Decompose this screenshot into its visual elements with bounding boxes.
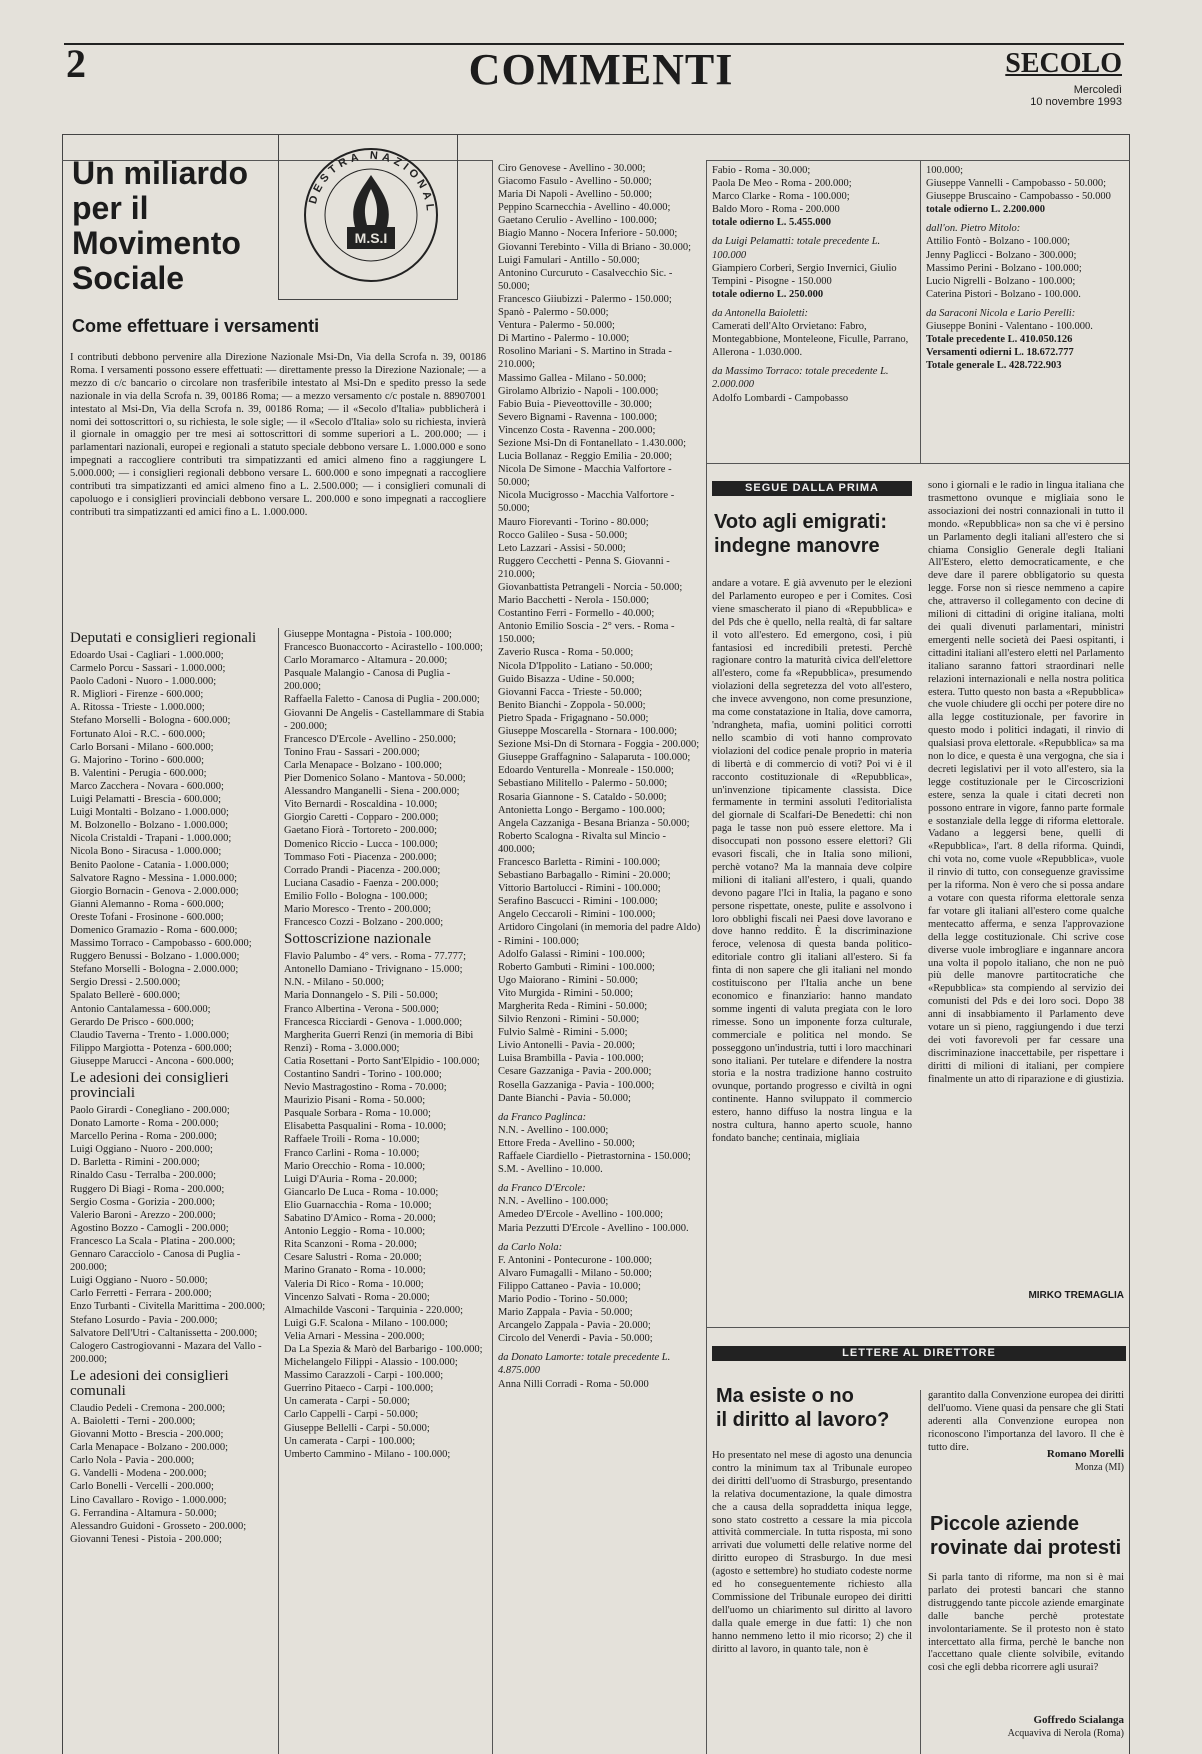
segue-band: SEGUE DALLA PRIMA — [712, 481, 912, 496]
list-item: Leto Lazzari - Assisi - 50.000; — [498, 542, 626, 554]
list-item: Domenico Riccio - Lucca - 100.000; — [284, 838, 438, 850]
list-item: Adolfo Lombardi - Campobasso — [712, 392, 849, 404]
list-item: Almachilde Vasconi - Tarquinia - 220.000; — [284, 1304, 464, 1316]
list-item: Vincenzo Costa - Ravenna - 200.000; — [498, 424, 656, 436]
list-item: D. Barletta - Rimini - 200.000; — [70, 1157, 200, 1169]
list-item: A. Baioletti - Terni - 200.000; — [70, 1415, 196, 1427]
list-item: Roberto Scalogna - Rivalta sul Mincio - 400.000; — [498, 830, 666, 855]
list-item: Girolamo Albrizio - Napoli - 100.000; — [498, 385, 659, 397]
list-item: Calogero Castrogiovanni - Mazara del Vallo - 200.000; — [70, 1340, 262, 1365]
list-total: totale odierno L. 2.200.000 — [926, 204, 1045, 216]
list-item: Agostino Bozzo - Camogli - 200.000; — [70, 1222, 229, 1234]
list-item: Giovanni Tenesi - Pistoia - 200.000; — [70, 1533, 222, 1545]
letter1-headline — [716, 1384, 916, 1432]
list-item: Paolo Girardi - Conegliano - 200.000; — [70, 1105, 230, 1116]
list-item: Velia Arnari - Messina - 200.000; — [284, 1330, 425, 1342]
letters-band: LETTERE AL DIRETTORE — [712, 1346, 1126, 1361]
list-item: Giovanbattista Petrangeli - Norcia - 50.000; — [498, 582, 683, 593]
list-item: Vito Murgida - Rimini - 50.000; — [498, 987, 634, 999]
list-item: Nicola De Simone - Macchia Valfortore - 50.000; — [498, 464, 672, 489]
headline-line: Un miliardo — [72, 155, 249, 191]
list-heading: Deputati e consiglieri regionali — [70, 630, 257, 646]
list-item: Paolo Cadoni - Nuoro - 1.000.000; — [70, 676, 217, 688]
list-item: N.N. - Avellino - 100.000; — [498, 1124, 609, 1136]
list-item: Di Martino - Palermo - 10.000; — [498, 333, 630, 345]
list-item: 100.000; — [926, 165, 964, 176]
list-item: Giovanni Facca - Trieste - 50.000; — [498, 686, 643, 698]
list-item: Luigi Montalti - Bolzano - 1.000.000; — [70, 807, 229, 819]
list-item: Peppino Scarnecchia - Avellino - 40.000; — [498, 202, 671, 214]
list-item: Vittorio Bartolucci - Rimini - 100.000; — [498, 883, 661, 895]
list-item: Cesare Gazzaniga - Pavia - 200.000; — [498, 1066, 652, 1078]
list-item: Severo Bignami - Ravenna - 100.000; — [498, 411, 658, 423]
list-item: dall'on. Pietro Mitolo: — [926, 223, 1021, 235]
list-item: Zaverio Rusca - Roma - 50.000; — [498, 647, 634, 659]
list-item: Ventura - Palermo - 50.000; — [498, 320, 615, 332]
list-item: Francesco La Scala - Platina - 200.000; — [70, 1235, 236, 1247]
list-item: Sebastiano Militello - Palermo - 50.000; — [498, 778, 668, 790]
list-item: Rosella Gazzaniga - Pavia - 100.000; — [498, 1079, 655, 1091]
list-item: Lucia Bollanaz - Reggio Emilia - 20.000; — [498, 451, 673, 463]
list-item: Carmelo Porcu - Sassari - 1.000.000; — [70, 663, 226, 675]
column-rule — [920, 1390, 921, 1754]
list-item: da Antonella Baioletti: — [712, 307, 809, 319]
list-item: Fortunato Aloi - R.C. - 600.000; — [70, 728, 206, 740]
list-item: M. Bolzonello - Bolzano - 1.000.000; — [70, 820, 229, 832]
list-item: Elisabetta Pasqualini - Roma - 10.000; — [284, 1121, 447, 1133]
list-item: Rinaldo Casu - Terralba - 200.000; — [70, 1170, 217, 1182]
emblem-label: M.S.I — [354, 230, 388, 246]
list-item: Antonio Leggio - Roma - 10.000; — [284, 1226, 426, 1238]
list-item: G. Majorino - Torino - 600.000; — [70, 754, 205, 766]
list-item: Caterina Pistori - Bolzano - 100.000. — [926, 288, 1081, 300]
main-headline — [72, 156, 272, 296]
list-item: Giuseppe Montagna - Pistoia - 100.000; — [284, 629, 452, 640]
list-item: da Massimo Torraco: totale precedente L. 2.000.000 — [712, 366, 889, 391]
list-item: Michelangelo Filippi - Alassio - 100.000; — [284, 1357, 458, 1369]
list-item: Marco Clarke - Roma - 100.000; — [712, 191, 850, 203]
list-item: Giovanni Terebinto - Villa di Briano - 30.000; — [498, 241, 692, 253]
headline-line: Ma esiste o no — [716, 1385, 854, 1407]
list-item: Maurizio Pisani - Roma - 50.000; — [284, 1095, 426, 1107]
headline-line: indegne manovre — [714, 535, 880, 557]
letter1-body: Ho presentato nel mese di agosto una denuncia contro la minimum tax al Tribunale europeo dei diritti dell'uomo di Strasburgo, presentando la relativa documentazione, la quale dimostra che a causa della sopraddetta iniqua legge, sono stato costretto a cessare la mia piccola attività commerciale. In tutta risposta, mi sono arrivati due volumetti delle relative norme del diritto europeo di Strasburgo. In due mesi (agosto e settembre) ho studiato codeste norme ed ho conseguentemente richiesto alla Commissione del Tribunale europeo dei diritti dell'uomo un chiarimento sul diritto al lavoro dalla quale emerge in due fatti: 1) che non hanno nemmeno letto il mio ricorso; 2) che il diritto al lavoro, in quanto tale, non è — [712, 1450, 912, 1655]
list-item: Francesca Ricciardi - Genova - 1.000.000; — [284, 1016, 463, 1028]
list-item: Salvatore Dell'Utri - Caltanissetta - 200.000; — [70, 1327, 258, 1339]
list-total: totale odierno L. 250.000 — [712, 288, 824, 300]
list-item: Angela Cazzaniga - Besana Brianza - 50.000; — [498, 817, 690, 829]
list-item: Gerardo De Prisco - 600.000; — [70, 1016, 194, 1028]
list-item: Umberto Cammino - Milano - 100.000; — [284, 1448, 451, 1460]
list-item: Filippo Cattaneo - Pavia - 10.000; — [498, 1280, 641, 1292]
list-item: Alessandro Guidoni - Grosseto - 200.000; — [70, 1520, 247, 1532]
box-rule — [706, 1327, 1130, 1328]
list-item: B. Valentini - Perugia - 600.000; — [70, 767, 207, 779]
list-item: R. Migliori - Firenze - 600.000; — [70, 689, 204, 701]
list-item: Roberto Gambuti - Rimini - 100.000; — [498, 961, 655, 973]
list-item: Giorgio Caretti - Copparo - 200.000; — [284, 812, 439, 824]
list-item: Luigi Oggiano - Nuoro - 50.000; — [70, 1275, 208, 1287]
issue-day: Mercoledì — [1073, 84, 1122, 96]
list-item: Edoardo Venturella - Monreale - 150.000; — [498, 765, 674, 777]
list-item: Carlo Moramarco - Altamura - 20.000; — [284, 655, 448, 667]
segue-text-a: andare a votare. È già avvenuto per le elezioni del Parlamento europeo e per i Comites. Così viene smascherato il piano di «Repubblica» e del Pds che è quello, nella realtà, di far saltare il voto all'estero. Ed emergono, così, i più fantasiosi ed incredibili pretesti. Perchè ragionare contro la maturità civica dell'elettore all'estero, come fa «Repubblica», presumendo violazioni della segretezza del voto all'estero, che invece avvengono, non come presunzione, ma come constatazione in Italia, dove camorra, 'ndrangheta, mafia, uomini politici corrotti nello scambio di voti hanno comprovato violazioni del codice penale proprio in materia di libertà e di commercio di voti? Poi vi è il racconto costituzionale di «Repubblica», un'invenzione tipicamente classista. Dice fermamente in termini assoluti l'editorialista del giornale di Scalfari-De Benedetti: chi non paga le tasse non può essere elettore. Ma i disoccupati non possono essere elettori? Gli evasori fiscali, che in Italia sono milioni, perchè votano? Ma la mannaia deve colpire milioni di italiani all'estero, i quali, quando devono pagare l'Ici in Italia, la pagano e sono persone rispettate, oneste, pulite e assolvono i loro obblighi fiscali nei Paesi dove lavorano e dove hanno reddito. È la discriminazione feroce, velenosa di questa banda politico-editoriale contro gli italiani all'estero. Si fa finta di non sapere che gli italiani nel mondo costituiscono per l'Italia anche un bene economico e finanziario: hanno mandato somme ingenti di valuta pregiata con le loro rimesse. Sono un imponente forza culturale, commerciale e politica nel mondo. Se posseggono un'industria, tutti i loro macchinari sono italiani. Per tutelare e difendere la nostra storia e la nostra tradizione hanno costruito ovunque, portando progresso e civiltà in ogni continente. Hanno sviluppato il commercio estero, hanno diffuso la nostra lingua e la nostra cultura, hanno aperto scuole, hanno fondato banche; centinaia, migliaia — [712, 578, 912, 1144]
list-item: da Donato Lamorte: totale precedente L. 4.875.000 — [498, 1352, 671, 1377]
list-item: Livio Antonelli - Pavia - 20.000; — [498, 1040, 636, 1052]
list-item: Giancarlo De Luca - Roma - 10.000; — [284, 1186, 439, 1198]
list-item: Paola De Meo - Roma - 200.000; — [712, 178, 852, 190]
list-item: Tommaso Foti - Piacenza - 200.000; — [284, 851, 437, 863]
column-rule — [706, 160, 707, 1754]
list-item: Antonietta Longo - Bergamo - 100.000; — [498, 804, 666, 816]
list-item: Maria Pezzutti D'Ercole - Avellino - 100.000. — [498, 1222, 689, 1234]
headline-line: Voto agli emigrati: — [714, 511, 887, 533]
list-item: Antonello Damiano - Trivignano - 15.000; — [284, 964, 463, 976]
list-item: Nicola Bono - Siracusa - 1.000.000; — [70, 846, 222, 858]
list-total: totale odierno L. 5.455.000 — [712, 217, 831, 229]
letter2-body: Si parla tanto di riforme, ma non si è mai parlato dei protesti bancari che stanno distruggendo tante piccole aziende emarginate dalle banche perchè protestate involontariamente. Se il protesto non è stato intercettato alla firma, perchè le banche non l'accettano quale cliente solvibile, evitando così che egli debba ricorrere agli usurai? — [928, 1572, 1124, 1674]
list-item: Rosaria Giannone - S. Cataldo - 50.000; — [498, 791, 667, 803]
list-item: Raffaele Troili - Roma - 10.000; — [284, 1134, 420, 1146]
list-item: Artidoro Cingolani (in memoria del padre Aldo) - Rimini - 100.000; — [498, 922, 701, 947]
list-item: Corrado Prandi - Piacenza - 200.000; — [284, 864, 441, 876]
list-item: Edoardo Usai - Cagliari - 1.000.000; — [70, 650, 224, 661]
intro-text: I contributi debbono pervenire alla Direzione Nazionale Msi-Dn, Via della Scrofa n. 39, 00186 Roma. I versamenti possono essere effettuati: — direttamente presso la Direzione Nazionale; — a mezzo di c/c bancario o circolare non trasferibile intestato al Msi-Dn e spedito presso la sede nazionale in via della Scrofa n. 39, 00186 Roma; — a mezzo versamento c/c postale n. 88907001 intestato al Msi-Dn, Via della Scrofa n. 39, 00186 Roma; — il «Secolo d'Italia» pubblicherà i nomi dei sottoscrittori o, su richiesta, le sole sigle; — il «Secolo d'Italia» solo su richiesta, invierà il giornale in omaggio per tre mesi ai sottoscrittori di somme superiori a L. 200.000; — i parlamentari nazionali, europei e regionali a statuto speciale debbono versare L. 1.000.000 e sono impegnati a raccogliere contributi tra simpatizzanti ed amici almeno fino a raggiungere L 5.000.000; — i consiglieri regionali debbono versare L. 600.000 e sono impegnati a raccogliere contributi tra simpatizzanti ed amici almeno fino a L. 2.500.000; — i consiglieri comunali di capoluogo e i consiglieri provinciali debbono versare L. 200.000 e sono impegnati a raccogliere contributi tra simpatizzanti ed amici fino a L. 1.000.000. — [70, 352, 486, 518]
segue-text-b: sono i giornali e le radio in lingua italiana che trasmettono ovunque e migliaia sono le associazioni dei nostri connazionali in tutto il mondo. «Repubblica» non sa che vi è persino un Parlamento degli italiani all'estero che si chiama Consiglio Generale degli Italiani All'Estero, eletto democraticamente, e che deve dare il parere obbligatorio su questa legge. Forse non si riesce nemmeno a capire che, attraverso il collegamento con decine di milioni di cittadini di origine italiana, molti dei quali divenuti parlamentari, ministri emergenti nelle società dei Paesi ospitanti, i cittadini italiani all'estero eletti nel Parlamento italiano saranno fattori straordinari nelle relazioni internazionali e nella nostra politica estera. Tutto questo non basta a «Repubblica» che vuole chiudere gli occhi per potere dire no alla legge costituzionale, per favorire in questo modo i politici indagati, il rinvio di qualsiasi prova elettorale. «Repubblica» sa ma non lo dice, e questa è una vergogna, che sia i decreti legislativi per il voto all'estero, sia la legge costituzionale per le Circoscrizioni estere, senza la quale i citati decreti non possono entrare in vigore, fanno parte formale e sostanziale della legge di riforma elettorale. Vadano a leggersi bene, quelli di «Repubblica», l'art. 8 della riforma. Quindi, chi vota no, come vuole «Repubblica», vuole il rinvio di tutto, con conseguenze gravissime per la riforma. Non è vero che si possa andare a votare con questa riforma elettorale senza far votare gli italiani all'estero come qualche mentecatto afferma, e senza l'approvazione della legge costituzionale. Chi scrive cose diverse vuole imbrogliare e ingannare ancora una volta il popolo italiano, che non ne può più delle manovre partitocratiche che «Repubblica» sta compiendo al servizio dei comunisti del Pds e dei loro soci. Dopo 38 anni di insabbiamento il Parlamento deve votare un sì pieno, raggiungendo i due terzi dei voti favorevoli per far cessare una discriminazione inaccettabile, per rispettare i diritti di milioni di italiani, per compiere finalmente un atto di riparazione e di giustizia. — [928, 480, 1124, 1085]
list-item: Rosolino Mariani - S. Martino in Strada - 210.000; — [498, 346, 672, 371]
list-item: Adolfo Galassi - Rimini - 100.000; — [498, 948, 645, 960]
list-item: Amedeo D'Ercole - Avellino - 100.000; — [498, 1209, 663, 1221]
list-item: Luigi Pelamatti - Brescia - 600.000; — [70, 794, 222, 806]
list-item: Giovanni De Angelis - Castellammare di Stabia - 200.000; — [284, 707, 485, 732]
list-item: G. Ferrandina - Altamura - 50.000; — [70, 1507, 217, 1519]
list-item: Franco Carlini - Roma - 10.000; — [284, 1147, 420, 1159]
list-item: Maria Di Napoli - Avellino - 50.000; — [498, 189, 653, 201]
list-item: Luigi D'Auria - Roma - 20.000; — [284, 1173, 418, 1185]
list-item: Francesco D'Ercole - Avellino - 250.000; — [284, 733, 456, 745]
emblem-text: DESTRA NAZIONAL — [307, 149, 437, 216]
list-total: Versamenti odierni L. 18.672.777 — [926, 347, 1074, 359]
list-item: Ciro Genovese - Avellino - 30.000; — [498, 163, 646, 174]
page-number: 2 — [66, 41, 86, 86]
list-item: Emilio Follo - Bologna - 100.000; — [284, 890, 428, 902]
list-item: Fabio Buia - Pieveottoville - 30.000; — [498, 398, 652, 410]
list-item: Valeria Di Rico - Roma - 10.000; — [284, 1278, 424, 1290]
list-item: Giuseppe Bruscaino - Campobasso - 50.000 — [926, 191, 1111, 203]
contributors-column-5 — [926, 164, 1126, 460]
list-item: A. Ritossa - Trieste - 1.000.000; — [70, 702, 205, 714]
list-item: Nicola Cristaldi - Trapani - 1.000.000; — [70, 833, 232, 845]
segue-headline — [714, 510, 914, 558]
list-item: Costantino Ferri - Formello - 40.000; — [498, 608, 655, 620]
list-item: Marino Granato - Roma - 10.000; — [284, 1265, 426, 1277]
list-item: Massimo Torraco - Campobasso - 600.000; — [70, 938, 252, 950]
list-item: S.M. - Avellino - 10.000. — [498, 1164, 603, 1176]
list-item: Nicola Mucigrosso - Macchia Valfortore - 50.000; — [498, 490, 675, 515]
list-item: Un camerata - Carpi - 50.000; — [284, 1396, 410, 1408]
list-item: F. Antonini - Pontecurone - 100.000; — [498, 1254, 653, 1266]
list-item: Giuseppe Marucci - Ancona - 600.000; — [70, 1055, 234, 1067]
list-item: Lino Cavallaro - Rovigo - 1.000.000; — [70, 1494, 227, 1506]
list-total: Totale precedente L. 410.050.126 — [926, 334, 1073, 346]
list-item: da Luigi Pelamatti: totale precedente L. 100.000 — [712, 236, 881, 261]
list-item: Anna Nilli Corradi - Roma - 50.000 — [498, 1378, 649, 1390]
list-item: Fulvio Salmè - Rimini - 5.000; — [498, 1027, 628, 1039]
list-item: Marcello Perina - Roma - 200.000; — [70, 1131, 217, 1143]
list-item: Massimo Perini - Bolzano - 100.000; — [926, 262, 1082, 274]
list-item: Angelo Ceccaroli - Rimini - 100.000; — [498, 909, 656, 921]
list-item: Mario Orecchio - Roma - 10.000; — [284, 1160, 426, 1172]
list-item: Carla Menapace - Bolzano - 100.000; — [284, 759, 443, 771]
list-item: Luigi Oggiano - Nuoro - 200.000; — [70, 1144, 213, 1156]
list-heading: Le adesioni dei consiglieri comunali — [70, 1367, 229, 1399]
list-item: Alvaro Fumagalli - Milano - 50.000; — [498, 1267, 652, 1279]
list-item: Giuseppe Moscarella - Stornara - 100.000; — [498, 726, 678, 738]
contributors-column-4 — [712, 164, 916, 460]
contributors-column-3 — [498, 162, 702, 1754]
list-item: Marco Zacchera - Novara - 600.000; — [70, 780, 224, 792]
list-item: Antonio Cantalamessa - 600.000; — [70, 1003, 211, 1015]
column-rule — [278, 628, 279, 1754]
list-item: Luisa Brambilla - Pavia - 100.000; — [498, 1053, 644, 1065]
list-item: Raffaele Ciardiello - Pietrastornina - 150.000; — [498, 1151, 691, 1163]
list-item: Pier Domenico Solano - Mantova - 50.000; — [284, 773, 466, 785]
list-item: Vincenzo Salvati - Roma - 20.000; — [284, 1291, 430, 1303]
list-item: Pasquale Sorbara - Roma - 10.000; — [284, 1108, 431, 1120]
list-heading: Le adesioni dei consiglieri provinciali — [70, 1070, 229, 1101]
list-item: Carlo Borsani - Milano - 600.000; — [70, 741, 214, 753]
list-item: Alessandro Manganelli - Siena - 200.000; — [284, 786, 460, 798]
list-item: Donato Lamorte - Roma - 200.000; — [70, 1118, 219, 1130]
issue-date — [1030, 84, 1122, 108]
list-item: Giuseppe Vannelli - Campobasso - 50.000; — [926, 178, 1107, 190]
list-item: Spanò - Palermo - 50.000; — [498, 307, 609, 319]
list-item: Ruggero Benussi - Bolzano - 1.000.000; — [70, 951, 240, 963]
list-item: Maria Donnangelo - S. Pili - 50.000; — [284, 990, 438, 1002]
list-item: Serafino Bascucci - Rimini - 100.000; — [498, 896, 658, 908]
list-item: Rocco Galileo - Susa - 50.000; — [498, 529, 628, 541]
column-rule — [920, 160, 921, 463]
list-item: Cesare Salustri - Roma - 20.000; — [284, 1252, 422, 1264]
list-item: Luciana Casadio - Faenza - 200.000; — [284, 877, 439, 889]
list-item: Antonio Emilio Soscia - 2° vers. - Roma - 150.000; — [498, 621, 675, 646]
list-item: Claudio Pedeli - Cremona - 200.000; — [70, 1402, 226, 1414]
contributors-column-2 — [284, 628, 488, 1754]
list-item: Massimo Carazzoli - Carpi - 100.000; — [284, 1370, 444, 1382]
list-item: Sezione Msi-Dn di Fontanellato - 1.430.000; — [498, 437, 687, 449]
headline-line: per il — [72, 190, 149, 226]
list-item: Nicola D'Ippolito - Latiano - 50.000; — [498, 660, 653, 672]
list-item: Sebastiano Barbagallo - Rimini - 20.000; — [498, 870, 671, 882]
flame-emblem-icon — [279, 135, 459, 301]
list-item: Mario Moresco - Trento - 200.000; — [284, 903, 431, 915]
list-item: Giacomo Fasulo - Avellino - 50.000; — [498, 176, 652, 188]
list-item: Benito Paolone - Catania - 1.000.000; — [70, 859, 229, 871]
list-item: Ruggero Di Biagi - Roma - 200.000; — [70, 1183, 225, 1195]
list-item: da Franco D'Ercole: — [498, 1183, 586, 1195]
list-item: Un camerata - Carpi - 100.000; — [284, 1435, 416, 1447]
list-item: G. Vandelli - Modena - 200.000; — [70, 1468, 207, 1480]
list-item: Silvio Renzoni - Rimini - 50.000; — [498, 1014, 640, 1026]
list-item: Carlo Cappelli - Carpi - 50.000; — [284, 1409, 419, 1421]
list-total: Totale generale L. 428.722.903 — [926, 360, 1062, 372]
list-item: Gaetano Cerulio - Avellino - 100.000; — [498, 215, 658, 227]
list-item: Giuseppe Bonini - Valentano - 100.000. — [926, 321, 1093, 333]
list-item: Sergio Cosma - Gorizia - 200.000; — [70, 1196, 216, 1208]
list-item: Sezione Msi-Dn di Stornara - Foggia - 200.000; — [498, 739, 700, 751]
list-item: Ruggero Cecchetti - Penna S. Giovanni - 210.000; — [498, 555, 670, 580]
list-item: Tonino Frau - Sassari - 200.000; — [284, 746, 420, 758]
list-item: Salvatore Ragno - Messina - 1.000.000; — [70, 872, 238, 884]
list-item: Flavio Palumbo - 4° vers. - Roma - 77.777; — [284, 951, 467, 963]
list-item: Carla Menapace - Bolzano - 200.000; — [70, 1442, 229, 1454]
list-item: Camerati dell'Alto Orvietano: Fabro, Montegabbione, Monteleone, Ficulle, Parrano, Allerona - 1.030.000. — [712, 321, 909, 359]
list-item: Valerio Baroni - Arezzo - 200.000; — [70, 1209, 216, 1221]
list-item: Margherita Guerri Renzi (in memoria di Bibi Renzi) - Roma - 3.000.000; — [284, 1029, 474, 1054]
list-item: Stefano Morselli - Bologna - 600.000; — [70, 715, 231, 727]
list-item: Francesco Barletta - Rimini - 100.000; — [498, 856, 661, 868]
list-item: da Carlo Nola: — [498, 1241, 563, 1253]
list-item: Ettore Freda - Avellino - 50.000; — [498, 1137, 635, 1149]
list-item: N.N. - Milano - 50.000; — [284, 977, 385, 989]
list-item: Franco Albertina - Verona - 500.000; — [284, 1003, 439, 1015]
list-item: Biagio Manno - Nocera Inferiore - 50.000; — [498, 228, 678, 240]
list-item: Francesco Giiubizzi - Palermo - 150.000; — [498, 293, 672, 305]
letter1-place: Monza (MI) — [1074, 1462, 1124, 1473]
box-rule — [706, 463, 1130, 464]
list-item: Giovanni Motto - Brescia - 200.000; — [70, 1429, 224, 1441]
list-item: Domenico Gramazio - Roma - 600.000; — [70, 924, 238, 936]
list-item: Giampiero Corberi, Sergio Invernici, Giulio Tempini - Pisogne - 150.000 — [712, 262, 897, 287]
masthead-logo: SECOLO — [1005, 48, 1122, 79]
list-item: Luigi G.F. Scalona - Milano - 100.000; — [284, 1317, 448, 1329]
list-item: da Saraconi Nicola e Lario Perelli: — [926, 307, 1076, 319]
list-item: Circolo del Venerdì - Pavia - 50.000; — [498, 1333, 653, 1345]
list-item: Carlo Bonelli - Vercelli - 200.000; — [70, 1481, 214, 1493]
list-item: Vito Bernardi - Roscaldina - 10.000; — [284, 799, 438, 811]
list-item: Arcangelo Zappala - Pavia - 20.000; — [498, 1320, 651, 1332]
list-item: Spalato Bellerè - 600.000; — [70, 990, 181, 1002]
list-item: Baldo Moro - Roma - 200.000 — [712, 204, 840, 216]
box-rule — [706, 160, 1130, 161]
headline-line: il diritto al lavoro? — [716, 1409, 890, 1431]
headline-line: Sociale — [72, 260, 185, 296]
list-item: Lucio Nigrelli - Bolzano - 100.000; — [926, 275, 1076, 287]
list-item: Mario Zappala - Pavia - 50.000; — [498, 1307, 633, 1319]
list-item: Attilio Fontò - Bolzano - 100.000; — [926, 236, 1071, 248]
list-item: Fabio - Roma - 30.000; — [712, 165, 811, 176]
list-item: Enzo Turbanti - Civitella Marittima - 200.000; — [70, 1301, 266, 1313]
list-item: Margherita Reda - Rimini - 50.000; — [498, 1001, 648, 1012]
segue-signature: MIRKO TREMAGLIA — [1028, 1290, 1124, 1301]
list-item: Costantino Sandri - Torino - 100.000; — [284, 1069, 442, 1080]
list-item: Claudio Taverna - Trento - 1.000.000; — [70, 1029, 230, 1041]
column-rule — [492, 160, 493, 1754]
letter2-headline — [930, 1512, 1126, 1560]
list-item: Gianni Alemanno - Roma - 600.000; — [70, 898, 224, 910]
letter1-author: Romano Morelli — [1046, 1448, 1124, 1460]
list-item: Gennaro Caracciolo - Canosa di Puglia - 200.000; — [70, 1249, 241, 1274]
list-item: Guido Bisazza - Udine - 50.000; — [498, 673, 635, 685]
list-item: Mario Bacchetti - Nerola - 150.000; — [498, 595, 650, 607]
list-item: Rita Scanzoni - Roma - 20.000; — [284, 1239, 417, 1251]
list-item: Pietro Spada - Frigagnano - 50.000; — [498, 712, 649, 724]
list-heading: Sottoscrizione nazionale — [284, 931, 432, 948]
section-title: COMMENTI — [468, 45, 734, 94]
list-item: Pasquale Malangio - Canosa di Puglia - 200.000; — [284, 668, 451, 693]
list-item: Giorgio Bornacin - Genova - 2.000.000; — [70, 885, 239, 897]
list-item: Elio Guarnacchia - Roma - 10.000; — [284, 1199, 432, 1211]
subheading: Come effettuare i versamenti — [72, 316, 320, 336]
list-item: da Franco Paglinca: — [498, 1111, 587, 1123]
list-item: Dante Bianchi - Pavia - 50.000; — [498, 1092, 631, 1104]
list-item: Sabatino D'Amico - Roma - 20.000; — [284, 1213, 436, 1225]
list-item: Mauro Fiorevanti - Torino - 80.000; — [498, 516, 649, 528]
list-item: Gaetano Fiorà - Tortoreto - 200.000; — [284, 825, 438, 837]
headline-line: Movimento — [72, 225, 241, 261]
list-item: Benito Bianchi - Zoppola - 50.000; — [498, 699, 646, 711]
msi-emblem-box — [278, 134, 458, 300]
list-item: Filippo Margiotta - Potenza - 600.000; — [70, 1042, 232, 1054]
letter1-cont: garantito dalla Convenzione europea dei diritti dell'uomo. Viene quasi da pensare che gli Stati aderenti alla Convenzione europea non riconoscono l'importanza del lavoro. Il che è tutto dire. — [928, 1390, 1124, 1453]
list-item: Nevio Mastragostino - Roma - 70.000; — [284, 1082, 447, 1094]
headline-line: Piccole aziende — [930, 1513, 1079, 1535]
list-item: Carlo Ferretti - Ferrara - 200.000; — [70, 1288, 212, 1300]
list-item: Jenny Paglicci - Bolzano - 300.000; — [926, 249, 1077, 261]
list-item: Massimo Gallea - Milano - 50.000; — [498, 372, 647, 384]
list-item: Da La Spezia & Marò del Barbarigo - 100.000; — [284, 1343, 483, 1355]
list-item: Francesco Buonaccorto - Acirastello - 100.000; — [284, 642, 483, 654]
list-item: Stefano Losurdo - Pavia - 200.000; — [70, 1314, 218, 1326]
list-item: Francesco Cozzi - Bolzano - 200.000; — [284, 917, 444, 929]
list-item: Oreste Tofani - Frosinone - 600.000; — [70, 911, 224, 923]
issue-date-text: 10 novembre 1993 — [1030, 96, 1122, 108]
letter2-author: Goffredo Scialanga — [1033, 1714, 1124, 1726]
list-item: Ugo Maiorano - Rimini - 50.000; — [498, 974, 638, 986]
list-item: Luigi Famulari - Antillo - 50.000; — [498, 254, 640, 266]
list-item: Sergio Dressi - 2.500.000; — [70, 977, 181, 989]
list-item: Mario Podio - Torino - 50.000; — [498, 1293, 628, 1305]
headline-line: rovinate dai protesti — [930, 1537, 1122, 1559]
list-item: N.N. - Avellino - 100.000; — [498, 1196, 609, 1208]
list-item: Raffaella Faletto - Canosa di Puglia - 200.000; — [284, 694, 480, 706]
list-item: Catia Rosettani - Porto Sant'Elpidio - 100.000; — [284, 1055, 480, 1067]
list-item: Guerrino Pitaeco - Carpi - 100.000; — [284, 1383, 434, 1395]
list-item: Giuseppe Bellelli - Carpi - 50.000; — [284, 1422, 430, 1434]
list-item: Stefano Morselli - Bologna - 2.000.000; — [70, 964, 239, 976]
list-item: Giuseppe Graffagnino - Salaparuta - 100.000; — [498, 752, 691, 764]
list-item: Carlo Nola - Pavia - 200.000; — [70, 1455, 195, 1467]
list-item: Antonino Curcuruto - Casalvecchio Sic. - 50.000; — [498, 267, 673, 292]
letter2-place: Acquaviva di Nerola (Roma) — [1007, 1728, 1124, 1739]
contributors-column-1 — [70, 628, 274, 1754]
